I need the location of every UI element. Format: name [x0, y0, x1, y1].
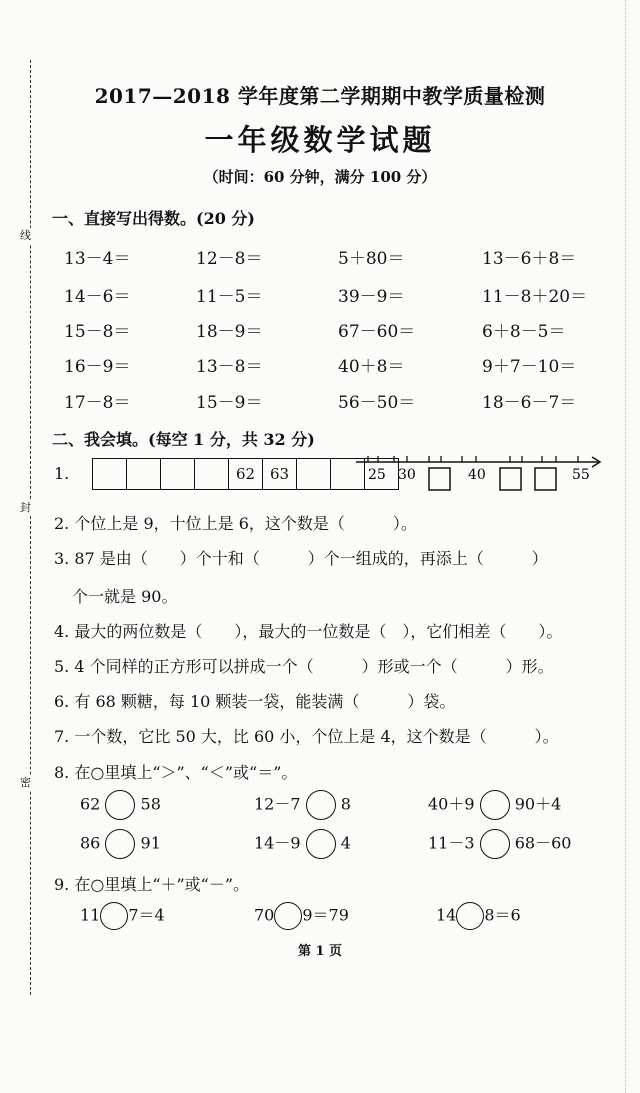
compare-item: [80, 829, 161, 859]
calc-item: 13－8＝: [196, 357, 263, 377]
answer-circle[interactable]: [105, 790, 135, 820]
calc-item: 12－8＝: [196, 249, 263, 269]
operator-left: 11: [80, 905, 101, 925]
compare-right: 58: [140, 794, 161, 814]
calc-item: 11－8＋20＝: [482, 287, 588, 307]
calc-item: 16－9＝: [64, 357, 131, 377]
calc-item: 18－6－7＝: [482, 393, 577, 413]
answer-circle[interactable]: [274, 902, 302, 930]
question-2: 2. 个位上是 9，十位上是 6，这个数是（ ）。: [54, 514, 417, 533]
calc-item: 13－4＝: [64, 249, 131, 269]
calc-item: 15－8＝: [64, 322, 131, 342]
section1-heading: 一、直接写出得数。(20 分): [52, 209, 255, 228]
compare-left: 40＋9: [428, 794, 475, 814]
number-line: [352, 448, 607, 494]
number-line-label: 40: [468, 467, 486, 483]
margin-mark-feng: 封: [20, 501, 31, 514]
exam-info: （时间：60 分钟，满分 100 分）: [203, 168, 437, 186]
compare-left: 86: [80, 833, 101, 853]
calc-item: 67－60＝: [338, 322, 416, 342]
section2-heading: 二、我会填。(每空 1 分，共 32 分): [52, 430, 315, 449]
number-line-answer-box[interactable]: [500, 468, 521, 490]
calc-item: 5＋80＝: [338, 249, 405, 269]
operator-right: 8＝6: [484, 905, 521, 925]
answer-circle[interactable]: [100, 902, 128, 930]
question-number: 1.: [54, 464, 70, 483]
operator-item: [436, 902, 521, 930]
number-line-label: 55: [572, 467, 590, 483]
number-line-answer-box[interactable]: [429, 468, 450, 490]
sequence-cell: 63: [263, 459, 297, 489]
margin-mark-xian: 线: [20, 229, 31, 242]
question-7: 7. 一个数，它比 50 大，比 60 小，个位上是 4，这个数是（ ）。: [54, 727, 559, 746]
calc-item: 13－6＋8＝: [482, 249, 577, 269]
sequence-cell[interactable]: [93, 459, 127, 489]
page-number: 第 1 页: [297, 944, 343, 959]
calc-item: 15－9＝: [196, 393, 263, 413]
answer-circle[interactable]: [480, 829, 510, 859]
compare-left: 12－7: [254, 794, 301, 814]
compare-item: [80, 790, 161, 820]
answer-circle[interactable]: [480, 790, 510, 820]
compare-item: [428, 829, 571, 859]
compare-right: 4: [340, 833, 351, 853]
exam-subtitle: 一年级数学试题: [204, 123, 436, 157]
number-line-label: 25: [368, 467, 386, 483]
answer-circle[interactable]: [456, 902, 484, 930]
binding-margin-line: [30, 60, 31, 995]
calc-item: 11－5＝: [196, 287, 263, 307]
compare-item: [254, 829, 351, 859]
operator-right: 9＝79: [302, 905, 349, 925]
answer-circle[interactable]: [105, 829, 135, 859]
calc-item: 6＋8－5＝: [482, 322, 566, 342]
exam-title: 2017—2018 学年度第二学期期中教学质量检测: [94, 84, 546, 108]
question-3-continued: 个一就是 90。: [72, 587, 178, 606]
compare-right: 91: [140, 833, 161, 853]
operator-item: [254, 902, 349, 930]
calc-item: 39－9＝: [338, 287, 405, 307]
operator-left: 70: [254, 905, 275, 925]
compare-right: 90＋4: [514, 794, 562, 814]
answer-circle[interactable]: [306, 829, 336, 859]
compare-left: 14－9: [254, 833, 301, 853]
margin-mark-mi: 密: [20, 776, 31, 789]
answer-circle[interactable]: [306, 790, 336, 820]
operator-right: 7＝4: [128, 905, 165, 925]
question-4: 4. 最大的两位数是（ ），最大的一位数是（ ），它们相差（ ）。: [54, 622, 563, 641]
question-9: 9. 在○里填上“＋”或“－”。: [54, 875, 250, 894]
calc-item: 18－9＝: [196, 322, 263, 342]
compare-item: [254, 790, 351, 820]
sequence-cell: 62: [229, 459, 263, 489]
sequence-cell[interactable]: [297, 459, 331, 489]
number-line-answer-box[interactable]: [535, 468, 556, 490]
compare-left: 11－3: [428, 833, 475, 853]
sequence-cell[interactable]: [161, 459, 195, 489]
calc-item: 14－6＝: [64, 287, 131, 307]
question-3: 3. 87 是由（ ）个十和（ ）个一组成的，再添上（ ）: [54, 549, 548, 568]
compare-right: 68－60: [514, 833, 572, 853]
sequence-cell[interactable]: [127, 459, 161, 489]
compare-right: 8: [340, 794, 351, 814]
number-line-label: 30: [398, 467, 416, 483]
question-6: 6. 有 68 颗糖，每 10 颗装一袋，能装满（ ）袋。: [54, 692, 456, 711]
compare-item: [428, 790, 561, 820]
calc-item: 17－8＝: [64, 393, 131, 413]
operator-item: [80, 902, 165, 930]
calc-item: 56－50＝: [338, 393, 416, 413]
compare-left: 62: [80, 794, 101, 814]
right-edge-line: [625, 0, 626, 1093]
operator-left: 14: [436, 905, 457, 925]
number-line-ticks: [368, 456, 578, 462]
question-5: 5. 4 个同样的正方形可以拼成一个（ ）形或一个（ ）形。: [54, 657, 554, 676]
question-8: 8. 在○里填上“＞”、“＜”或“＝”。: [54, 763, 298, 782]
sequence-cell[interactable]: [195, 459, 229, 489]
calc-item: 9＋7－10＝: [482, 357, 577, 377]
calc-item: 40＋8＝: [338, 357, 405, 377]
